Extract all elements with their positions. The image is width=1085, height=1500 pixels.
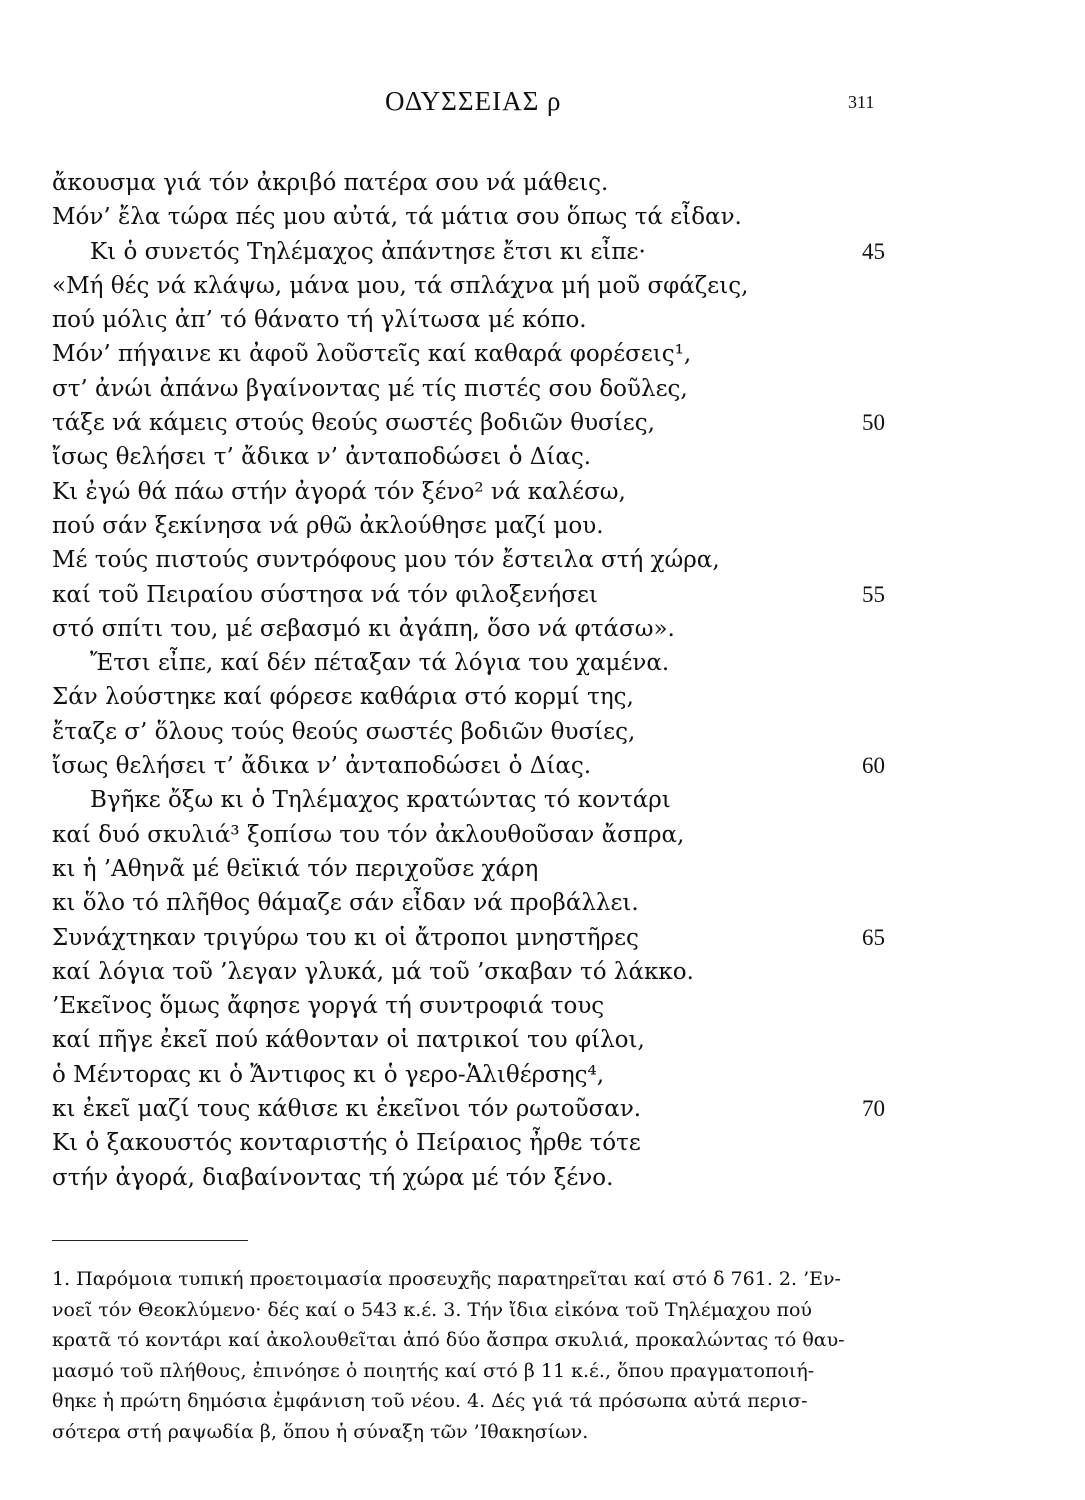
verse-line: [0, 955, 1085, 989]
verse-text: Συνάχτηκαν τριγύρω του κι οἱ ἄτροποι μνηστῆρες: [52, 924, 639, 951]
verse-line: [0, 543, 1085, 577]
verse-line: [0, 372, 1085, 406]
verse-text: πού σάν ξεκίνησα νά ρθῶ ἀκλούθησε μαζί μου.: [52, 512, 604, 539]
verse-line: [0, 715, 1085, 749]
line-number: 50: [862, 410, 885, 436]
verse-line: [0, 989, 1085, 1023]
verse-text: κι ἡ ’Αθηνᾶ μέ θεϊκιά τόν περιχοῦσε χάρη: [52, 855, 539, 882]
verse-text: ὁ Μέντορας κι ὁ Ἄντιφος κι ὁ γερο-Ἁλιθέρσης⁴,: [52, 1061, 605, 1088]
verse-line: [0, 1092, 1085, 1126]
verse-text: κι ὅλο τό πλῆθος θάμαζε σάν εἶδαν νά προβάλλει.: [52, 890, 639, 917]
verse-line: [0, 852, 1085, 886]
verse-text: Κι ὁ ξακουστός κονταριστής ὁ Πείραιος ἦρθε τότε: [52, 1130, 641, 1157]
verse-line: [0, 921, 1085, 955]
line-number: 60: [862, 753, 885, 779]
verse-line: [0, 235, 1085, 269]
line-number: 55: [862, 581, 885, 607]
verse-line: [0, 1126, 1085, 1160]
verse-line: [0, 406, 1085, 440]
verse-text: Μόν’ ἔλα τώρα πές μου αὐτά, τά μάτια σου ὅπως τά εἶδαν.: [52, 204, 742, 231]
verse-line: [0, 337, 1085, 371]
line-number: 65: [862, 924, 885, 950]
verse-text: καί τοῦ Πειραίου σύστησα νά τόν φιλοξενήσει: [52, 581, 598, 608]
verse-line: [0, 166, 1085, 200]
verse-text: Σάν λούστηκε καί φόρεσε καθάρια στό κορμί της,: [52, 684, 634, 711]
verse-line: [0, 886, 1085, 920]
verse-line: [0, 783, 1085, 817]
footnote-line: μασμό τοῦ πλήθους, ἐπινόησε ὁ ποιητής καί στό β 11 κ.έ., ὅπου πραγματοποιή-: [52, 1359, 815, 1382]
footnote-line: νοεῖ τόν Θεοκλύμενο· δές καί ο 543 κ.έ. 3. Τήν ἴδια εἰκόνα τοῦ Τηλέμαχου πού: [52, 1298, 812, 1321]
verse-line: [0, 509, 1085, 543]
verse-line: [0, 1058, 1085, 1092]
verse-line: [0, 680, 1085, 714]
verse-line: [0, 440, 1085, 474]
line-number: 45: [862, 238, 885, 264]
verse-line: [0, 303, 1085, 337]
verse-text: Κι ἐγώ θά πάω στήν ἀγορά τόν ξένο² νά καλέσω,: [52, 478, 626, 505]
verse-line: [0, 475, 1085, 509]
footnotes: [52, 1264, 904, 1448]
verse-text: καί πῆγε ἐκεῖ πού κάθονταν οἱ πατρικοί του φίλοι,: [52, 1027, 645, 1054]
verse-text: ’Εκεῖνος ὅμως ἄφησε γοργά τή συντροφιά τους: [52, 993, 605, 1020]
verse-line: [0, 818, 1085, 852]
verse-text: Μέ τούς πιστούς συντρόφους μου τόν ἔστειλα στή χώρα,: [52, 547, 720, 574]
footnote-line: σότερα στή ραψωδία β, ὅπου ἡ σύναξη τῶν ’Ιθακησίων.: [52, 1420, 589, 1443]
verse-text: ἴσως θελήσει τ’ ἄδικα ν’ ἀνταποδώσει ὁ Δίας.: [52, 444, 592, 471]
verse-line: [0, 269, 1085, 303]
verse-line: [0, 646, 1085, 680]
footnote-line: 1. Παρόμοια τυπική προετοιμασία προσευχῆς παρατηρεῖται καί στό δ 761. 2. ’Εν-: [52, 1268, 841, 1290]
verse-text: Μόν’ πήγαινε κι ἀφοῦ λοῦστεῖς καί καθαρά φορέσεις¹,: [52, 341, 692, 368]
footnote-line: θηκε ἡ πρώτη δημόσια ἐμφάνιση τοῦ νέου. 4. Δές γιά τά πρόσωπα αὐτά περισ-: [52, 1390, 808, 1413]
verse-line: [0, 200, 1085, 234]
verse-text: πού μόλις ἀπ’ τό θάνατο τή γλίτωσα μέ κόπο.: [52, 307, 587, 334]
verse-line: [0, 612, 1085, 646]
verse-block: [0, 166, 1085, 1195]
verse-text: Κι ὁ συνετός Τηλέμαχος ἀπάντησε ἔτσι κι εἶπε·: [90, 238, 646, 265]
page-number: 311: [848, 92, 875, 112]
verse-text: «Μή θές νά κλάψω, μάνα μου, τά σπλάχνα μή μοῦ σφάζεις,: [52, 272, 749, 299]
verse-text: στό σπίτι του, μέ σεβασμό κι ἀγάπη, ὅσο νά φτάσω».: [52, 615, 675, 642]
verse-line: [0, 578, 1085, 612]
verse-text: Βγῆκε ὄξω κι ὁ Τηλέμαχος κρατώντας τό κοντάρι: [90, 787, 671, 814]
footnote-separator: [52, 1240, 248, 1241]
page-header: [0, 86, 1085, 126]
verse-line: [0, 1161, 1085, 1195]
verse-text: στ’ ἀνώι ἀπάνω βγαίνοντας μέ τίς πιστές σου δοῦλες,: [52, 375, 688, 402]
verse-line: [0, 1023, 1085, 1057]
running-title: ΟΔΥΣΣΕΙΑΣ ρ: [385, 86, 562, 116]
verse-text: ἔταζε σ’ ὅλους τούς θεούς σωστές βοδιῶν θυσίες,: [52, 718, 636, 745]
line-number: 70: [862, 1096, 885, 1122]
footnote-line: κρατᾶ τό κοντάρι καί ἀκολουθεῖται ἀπό δύο ἄσπρα σκυλιά, προκαλώντας τό θαυ-: [52, 1329, 845, 1352]
verse-line: [0, 749, 1085, 783]
verse-text: ἄκουσμα γιά τόν ἀκριβό πατέρα σου νά μάθεις.: [52, 170, 609, 196]
verse-text: ἴσως θελήσει τ’ ἄδικα ν’ ἀνταποδώσει ὁ Δίας.: [52, 753, 592, 780]
verse-text: καί λόγια τοῦ ’λεγαν γλυκά, μά τοῦ ’σκαβαν τό λάκκο.: [52, 958, 694, 985]
verse-text: στήν ἀγορά, διαβαίνοντας τή χώρα μέ τόν ξένο.: [52, 1164, 614, 1191]
verse-text: κι ἐκεῖ μαζί τους κάθισε κι ἐκεῖνοι τόν ρωτοῦσαν.: [52, 1096, 642, 1123]
verse-text: καί δυό σκυλιά³ ξοπίσω του τόν ἀκλουθοῦσαν ἄσπρα,: [52, 821, 685, 848]
verse-text: τάξε νά κάμεις στούς θεούς σωστές βοδιῶν θυσίες,: [52, 410, 655, 437]
verse-text: Ἔτσι εἶπε, καί δέν πέταξαν τά λόγια του χαμένα.: [90, 650, 670, 677]
